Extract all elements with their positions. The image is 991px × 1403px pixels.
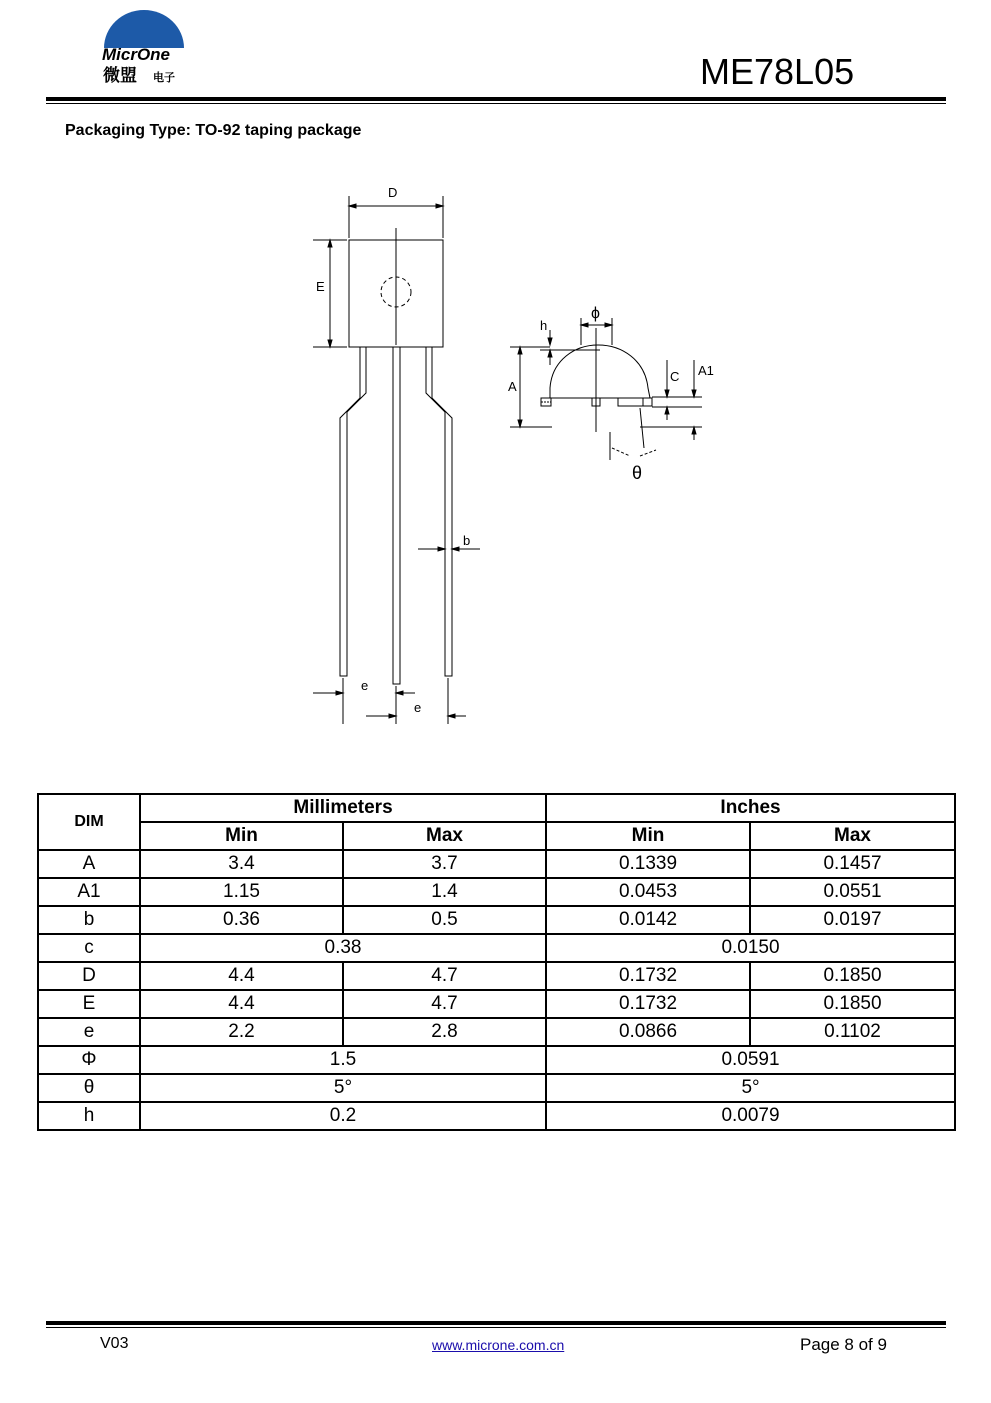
dim-cell: D <box>38 962 140 990</box>
label-e-2: e <box>414 700 422 715</box>
table-row <box>38 850 955 878</box>
label-theta: θ <box>632 463 643 483</box>
label-C: C <box>670 369 680 384</box>
microne-logo <box>98 8 190 88</box>
in-max-cell: 0.1457 <box>750 850 955 878</box>
in-min-cell: 0.1339 <box>546 850 750 878</box>
table-row <box>38 934 955 962</box>
label-E: E <box>316 279 325 294</box>
dim-cell: b <box>38 906 140 934</box>
in-max-cell: 0.0197 <box>750 906 955 934</box>
label-e-1: e <box>361 678 369 693</box>
version-label: V03 <box>100 1335 129 1352</box>
table-row <box>38 1018 955 1046</box>
label-A: A <box>508 379 517 394</box>
dim-cell: c <box>38 934 140 962</box>
mm-max-cell: 1.4 <box>343 878 546 906</box>
mm-cell: 1.5 <box>140 1046 546 1074</box>
in-min-cell: 0.1732 <box>546 962 750 990</box>
part-number: ME78L05 <box>700 51 855 92</box>
table-row <box>38 990 955 1018</box>
left-lead <box>340 347 366 676</box>
in-cell: 5° <box>546 1074 955 1102</box>
mm-max-cell: 2.8 <box>343 1018 546 1046</box>
mm-min-cell: 1.15 <box>140 878 343 906</box>
logo-cn-small: 电子 <box>153 71 175 84</box>
mm-cell: 0.2 <box>140 1102 546 1130</box>
table-row <box>38 1074 955 1102</box>
dim-cell: e <box>38 1018 140 1046</box>
to92-package-drawing <box>300 180 720 740</box>
table-row <box>38 1046 955 1074</box>
section-title: Packaging Type: TO-92 taping package <box>65 122 362 139</box>
mm-min-header: Min <box>140 822 343 850</box>
dim-cell: A <box>38 850 140 878</box>
table-row <box>38 906 955 934</box>
right-lead <box>426 347 452 676</box>
logo-text: MicrOne <box>102 45 171 64</box>
in-cell: 0.0079 <box>546 1102 955 1130</box>
in-cell: 0.0150 <box>546 934 955 962</box>
in-max-cell: 0.1102 <box>750 1018 955 1046</box>
mm-cell: 5° <box>140 1074 546 1102</box>
logo-cn: 微盟 <box>103 66 137 86</box>
header-rule <box>46 97 946 101</box>
header-rule-thin <box>46 103 946 104</box>
dim-header: DIM <box>38 794 140 850</box>
footer-rule <box>46 1321 946 1325</box>
mm-max-cell: 4.7 <box>343 962 546 990</box>
mm-min-cell: 4.4 <box>140 962 343 990</box>
in-cell: 0.0591 <box>546 1046 955 1074</box>
millimeters-header: Millimeters <box>140 794 546 822</box>
in-max-cell: 0.1850 <box>750 962 955 990</box>
table-row <box>38 1102 955 1130</box>
table-row <box>38 878 955 906</box>
label-phi: ϕ <box>591 305 600 322</box>
dim-cell: θ <box>38 1074 140 1102</box>
in-max-cell: 0.0551 <box>750 878 955 906</box>
dimensions-table <box>37 793 956 1131</box>
mm-max-cell: 4.7 <box>343 990 546 1018</box>
dim-cell: E <box>38 990 140 1018</box>
table-row <box>38 962 955 990</box>
lead-section-3 <box>643 398 652 406</box>
in-min-cell: 0.0866 <box>546 1018 750 1046</box>
mm-max-cell: 0.5 <box>343 906 546 934</box>
in-min-header: Min <box>546 822 750 850</box>
page-number: Page 8 of 9 <box>800 1335 887 1354</box>
dim-cell: Φ <box>38 1046 140 1074</box>
label-D: D <box>388 185 398 200</box>
center-lead <box>393 347 400 684</box>
in-max-cell: 0.1850 <box>750 990 955 1018</box>
label-A1: A1 <box>698 363 714 378</box>
in-min-cell: 0.1732 <box>546 990 750 1018</box>
in-min-cell: 0.0142 <box>546 906 750 934</box>
side-view-dome <box>550 345 650 398</box>
dim-cell: h <box>38 1102 140 1130</box>
dim-cell: A1 <box>38 878 140 906</box>
in-max-header: Max <box>750 822 955 850</box>
mm-cell: 0.38 <box>140 934 546 962</box>
website-link[interactable]: www.microne.com.cn <box>432 1337 565 1353</box>
mm-max-header: Max <box>343 822 546 850</box>
mm-min-cell: 3.4 <box>140 850 343 878</box>
footer-rule-thin <box>46 1327 946 1328</box>
label-h: h <box>540 318 548 333</box>
inches-header: Inches <box>546 794 955 822</box>
label-b: b <box>463 533 471 548</box>
mm-min-cell: 2.2 <box>140 1018 343 1046</box>
in-min-cell: 0.0453 <box>546 878 750 906</box>
mm-min-cell: 0.36 <box>140 906 343 934</box>
mm-max-cell: 3.7 <box>343 850 546 878</box>
mm-min-cell: 4.4 <box>140 990 343 1018</box>
